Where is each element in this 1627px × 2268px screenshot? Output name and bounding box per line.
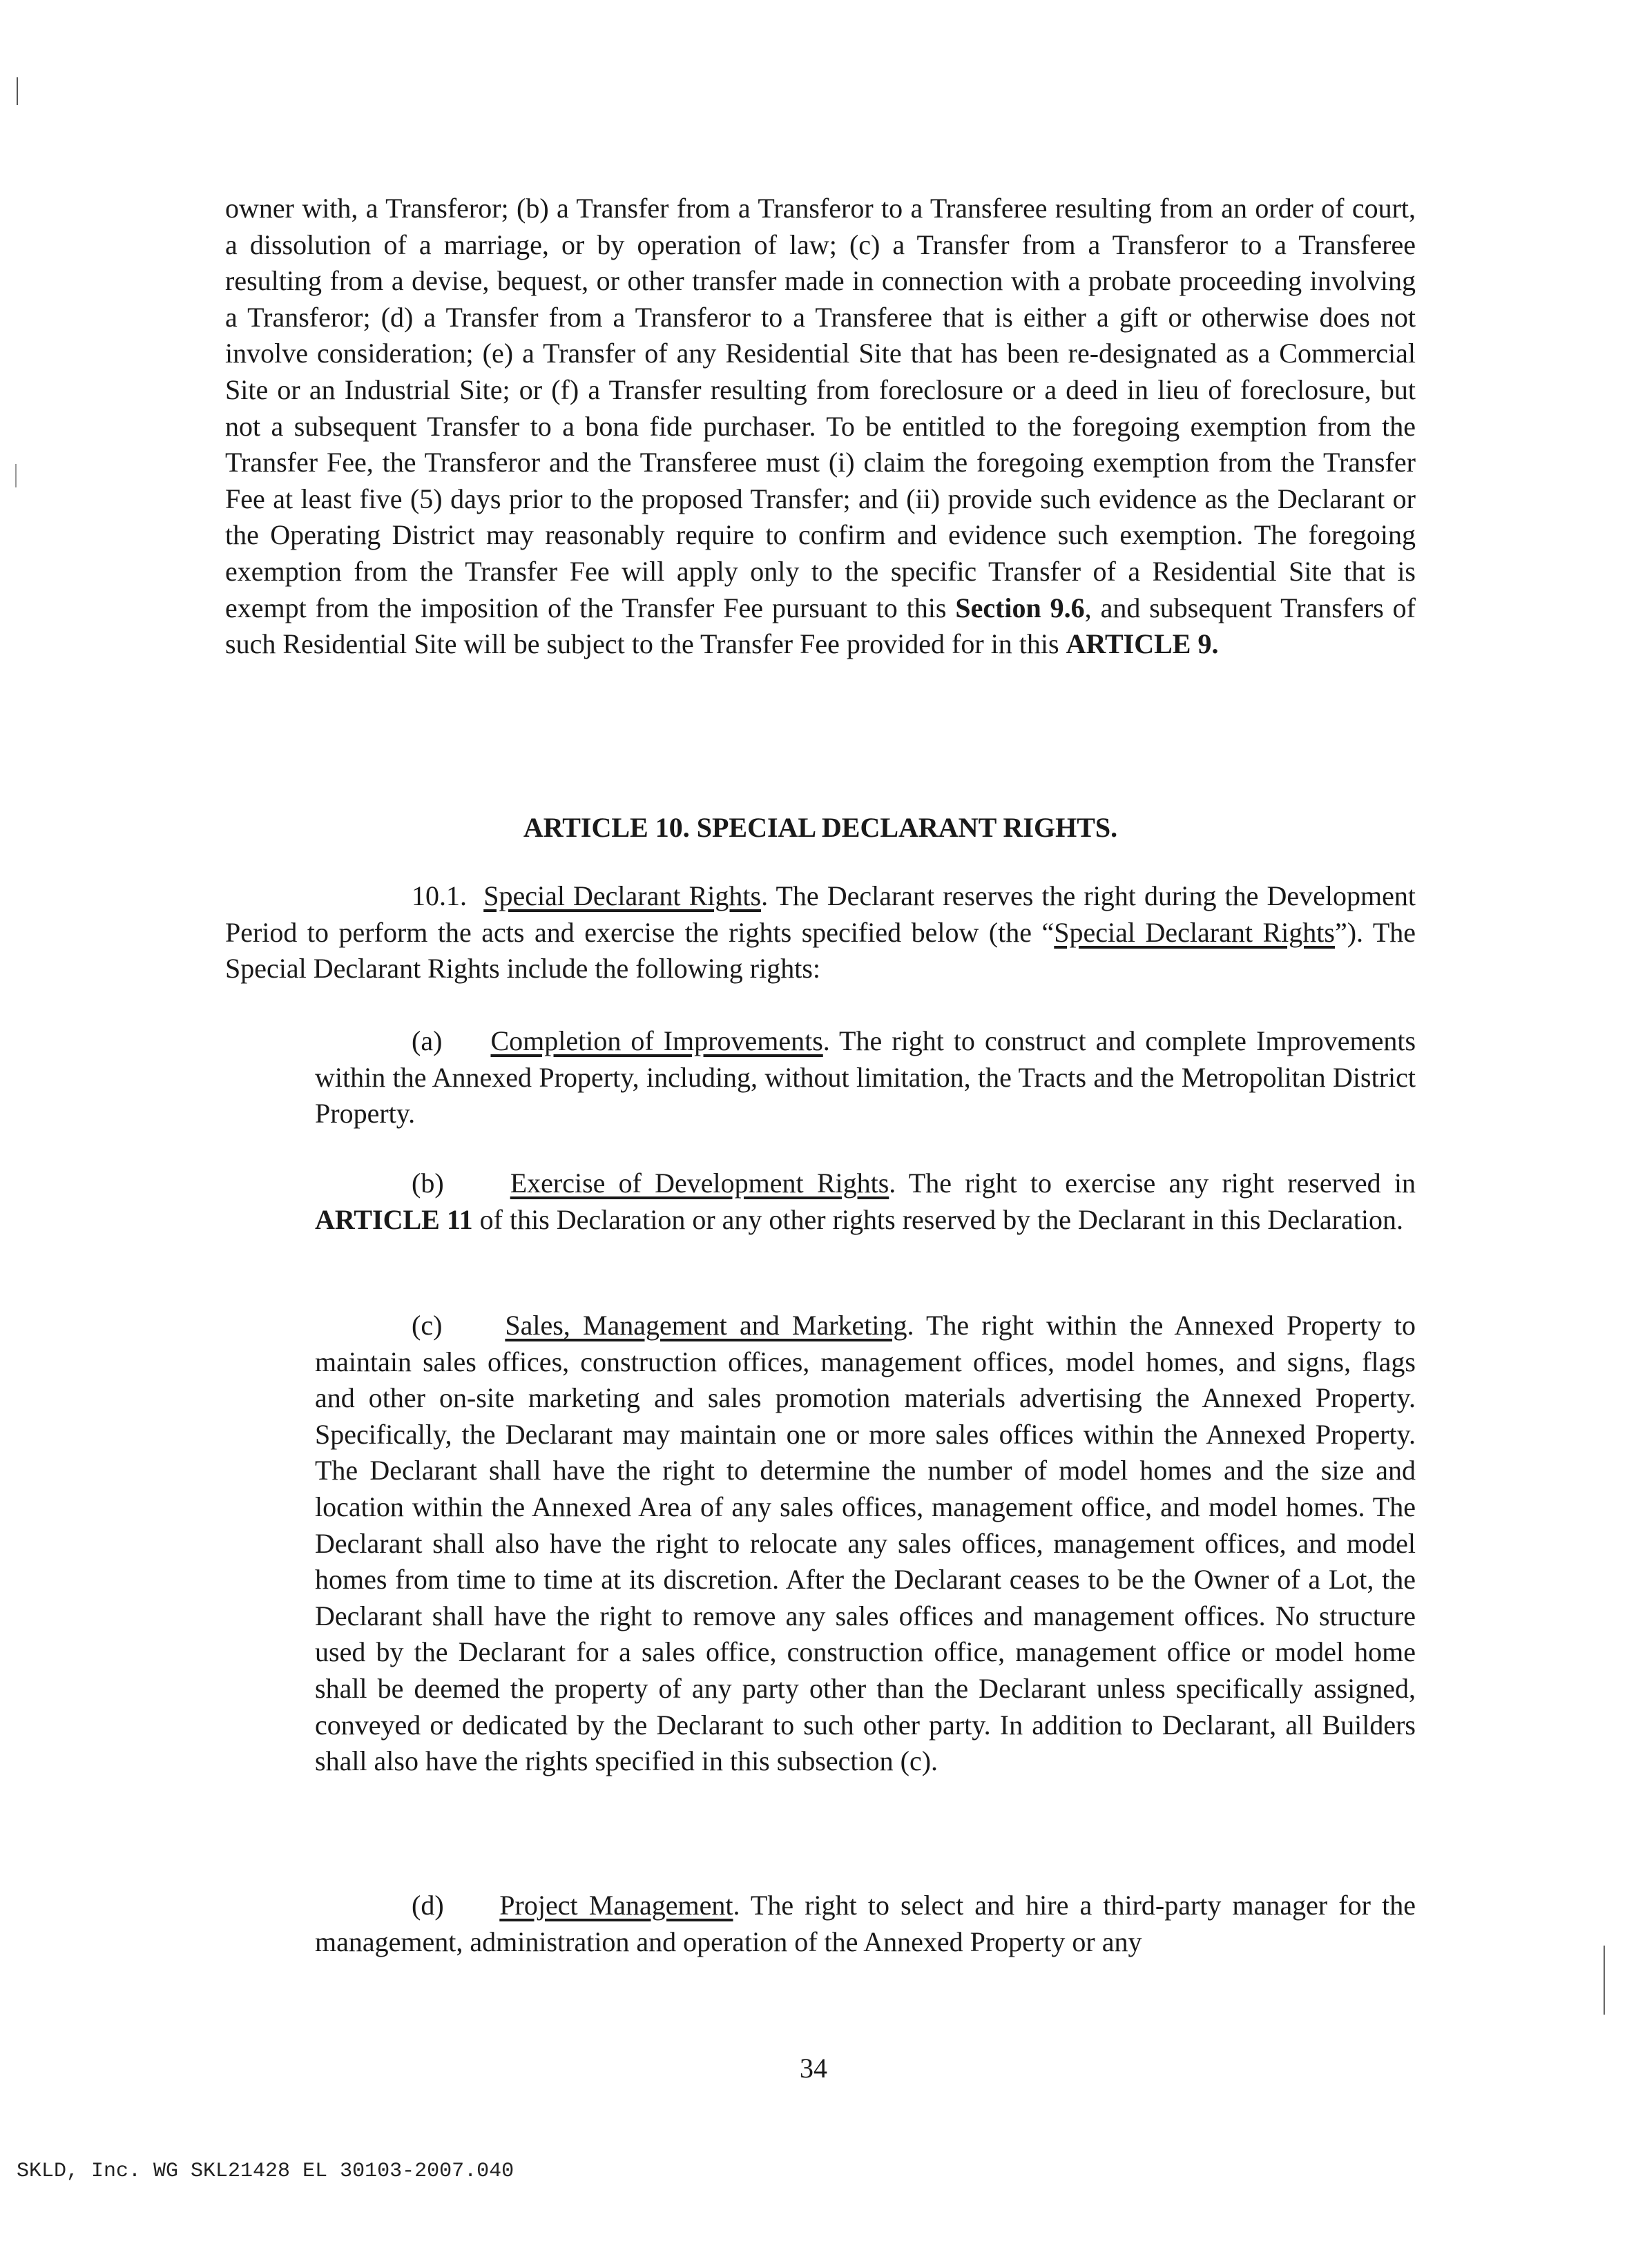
- section-9-6-reference: Section 9.6: [955, 592, 1085, 623]
- document-footer: SKLD, Inc. WG SKL21428 EL 30103-2007.040: [17, 2160, 514, 2183]
- page-number: 34: [800, 2053, 827, 2084]
- article-11-reference: ARTICLE 11: [315, 1203, 473, 1235]
- subsection-b-title: Exercise of Development Rights: [510, 1167, 889, 1199]
- scan-artifact-mark: [17, 77, 18, 105]
- subsection-d-title: Project Management: [499, 1890, 733, 1921]
- subsection-c-label: (c): [412, 1310, 443, 1341]
- subsection-c-title: Sales, Management and Marketing: [505, 1310, 907, 1341]
- scan-artifact-mark: [15, 464, 17, 487]
- defined-term-special-declarant-rights: Special Declarant Rights: [1054, 916, 1335, 948]
- subsection-c-text: . The right within the Annexed Property to maintain sales offices, construction offices, management offices, model homes, and signs, flags and other on-site marketing and sales promotion materials advertising the Annexed Property. Specifically, the Declarant may maintain one or more sales offices within the Annexed Property. The Declarant shall have the right to determine the number of model homes and the size and location within the Annexed Area of any sales offices, management office, and model homes. The Declarant shall also have the right to relocate any sales offices, management offices, and model homes from time to time at its discretion. After the Declarant ceases to be the Owner of a Lot, the Declarant shall have the right to remove any sales offices and management offices. No structure used by the Declarant for a sales office, construction office, management office or model home shall be deemed the property of any party other than the Declarant unless specifically assigned, conveyed or dedicated by the Declarant to such other party. In addition to Declarant, all Builders shall also have the rights specified in this subsection (c).: [315, 1310, 1416, 1777]
- subsection-d-label: (d): [412, 1890, 444, 1921]
- subsection-a-text: . The right to construct and complete Improvements within the Annexed Property, including, without limitation, the Tracts and the Metropolitan District Property.: [315, 1025, 1416, 1130]
- intro-paragraph: [225, 191, 1416, 779]
- subsection-c-paragraph: [315, 1308, 1416, 1780]
- subsection-b-label: (b): [412, 1167, 444, 1199]
- intro-text-2: , and subsequent Transfers of such Residential Site will be subject to the Transfer Fee provided for in this: [225, 592, 1416, 660]
- subsection-d-text: . The right to select and hire a third-party manager for the management, administration and operation of the Annexed Property or any: [315, 1890, 1416, 1957]
- section-10-1-number: 10.1.: [412, 880, 467, 911]
- scan-artifact-mark: [1604, 1946, 1605, 2015]
- intro-text-3: .: [1211, 628, 1219, 660]
- article-10-heading: ARTICLE 10. SPECIAL DECLARANT RIGHTS.: [523, 812, 1118, 843]
- subsection-b-text-1: . The right to exercise any right reserved in: [889, 1167, 1416, 1199]
- section-10-1-text-2: ”). The Special Declarant Rights include the following rights:: [225, 916, 1416, 985]
- article-9-reference: ARTICLE 9: [1066, 628, 1212, 660]
- section-10-1-text-1: . The Declarant reserves the right during the Development Period to perform the acts and exercise the rights specified below (the “: [225, 880, 1416, 948]
- section-10-1-paragraph: [225, 878, 1416, 987]
- intro-text-1: owner with, a Transferor; (b) a Transfer from a Transferor to a Transferee resulting from an order of court, a dissolution of a marriage, or by operation of law; (c) a Transfer from a Transferor to a Transferee resulting from a devise, bequest, or other transfer made in connection with a probate proceeding involving a Transferor; (d) a Transfer from a Transferor to a Transferee that is either a gift or otherwise does not involve consideration; (e) a Transfer of any Residential Site that has been re-designated as a Commercial Site or an Industrial Site; or (f) a Transfer resulting from foreclosure or a deed in lieu of foreclosure, but not a subsequent Transfer to a bona fide purchaser. To be entitled to the foregoing exemption from the Transfer Fee, the Transferor and the Transferee must (i) claim the foregoing exemption from the Transfer Fee at least five (5) days prior to the proposed Transfer; and (ii) provide such evidence as the Declarant or the Operating District may reasonably require to confirm and evidence such exemption. The foregoing exemption from the Transfer Fee will apply only to the specific Transfer of a Residential Site that is exempt from the imposition of the Transfer Fee pursuant to this: [225, 193, 1416, 623]
- subsection-d-paragraph: [315, 1888, 1416, 1960]
- subsection-b-text-2: of this Declaration or any other rights reserved by the Declarant in this Declaration.: [472, 1203, 1403, 1235]
- subsection-a-label: (a): [412, 1025, 443, 1056]
- subsection-a-title: Completion of Improvements: [490, 1025, 823, 1056]
- subsection-a-paragraph: [315, 1023, 1416, 1132]
- subsection-b-paragraph: [315, 1165, 1416, 1238]
- section-10-1-title: Special Declarant Rights: [483, 880, 762, 911]
